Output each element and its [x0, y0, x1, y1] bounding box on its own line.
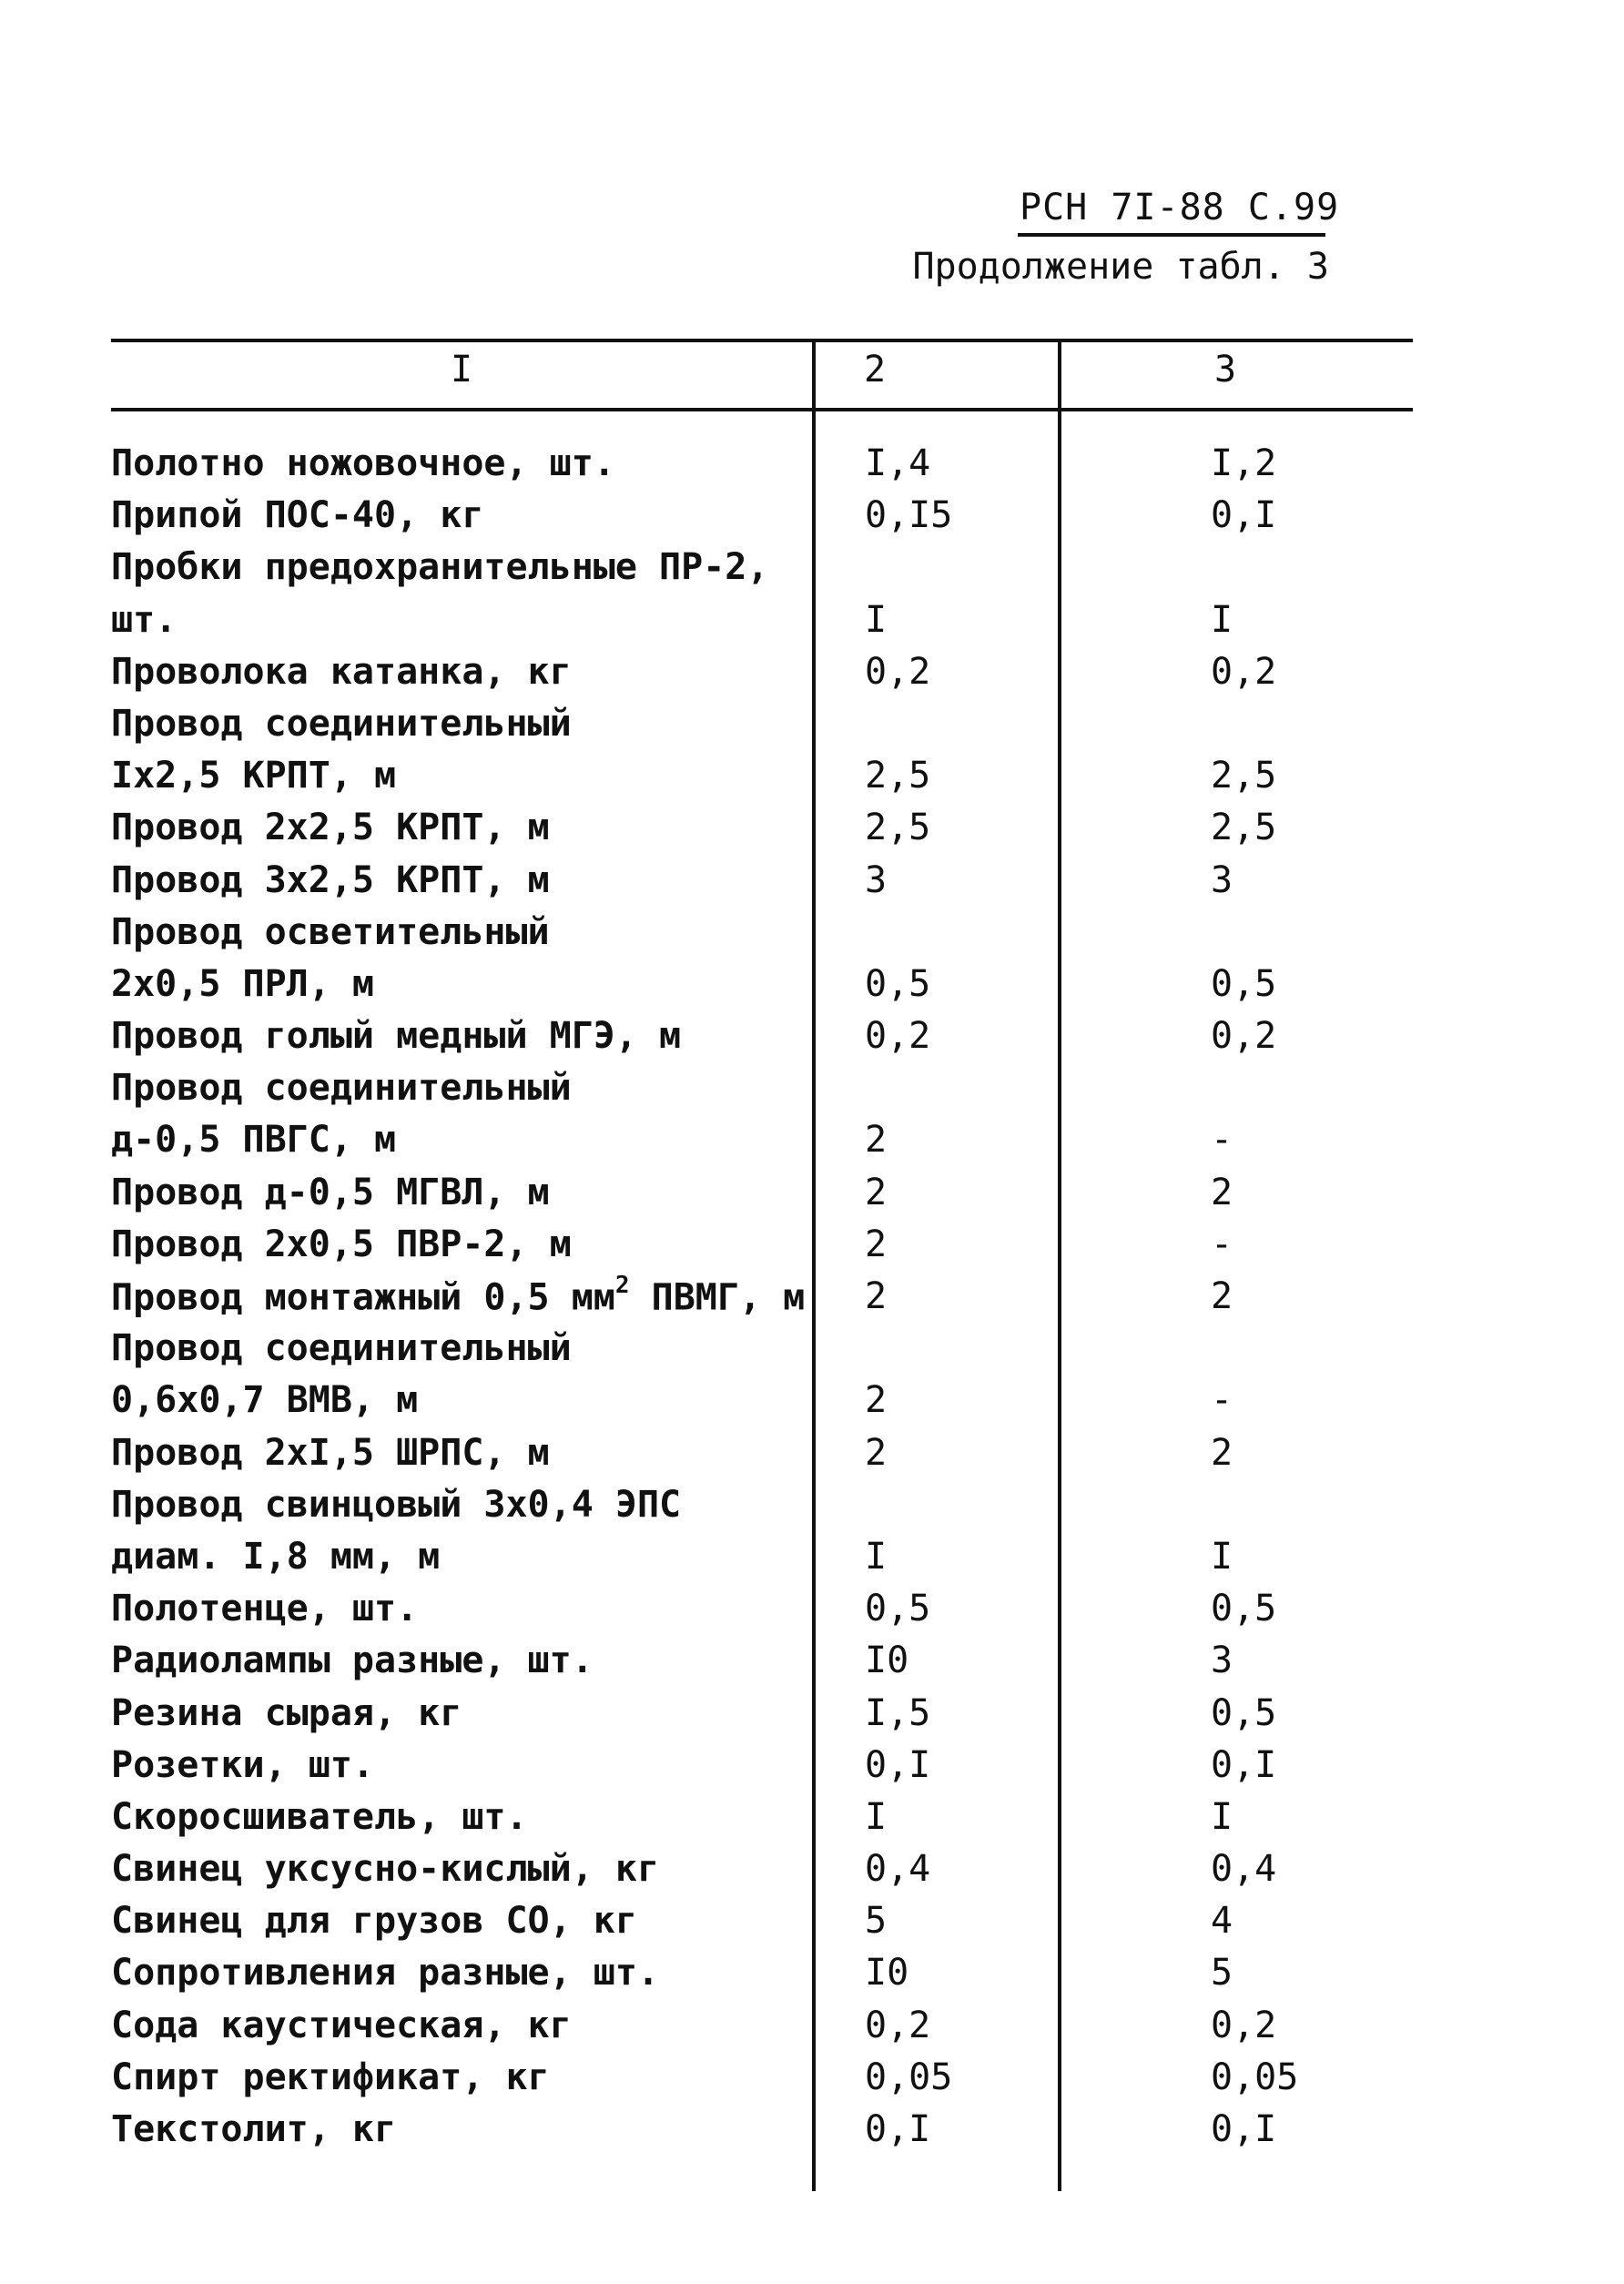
table-row — [0, 1634, 1624, 1686]
material-name: 2х0,5 ПРЛ, м — [111, 962, 374, 1005]
material-name: Iх2,5 КРПТ, м — [111, 755, 397, 797]
value-column-2: 0,2 — [865, 650, 931, 693]
value-column-3: 4 — [1211, 1900, 1233, 1943]
value-column-2: I,4 — [865, 442, 931, 484]
table-row — [0, 749, 1624, 801]
value-column-3: 2 — [1211, 1431, 1233, 1474]
table-body — [0, 437, 1624, 2155]
value-column-3: 2,5 — [1211, 807, 1277, 849]
value-column-2: 0,2 — [865, 1015, 931, 1058]
value-column-2: 0,2 — [865, 2004, 931, 2046]
value-column-3: - — [1211, 1379, 1233, 1422]
material-name: Спирт ректификат, кг — [111, 2056, 550, 2098]
material-name: д-0,5 ПВГС, м — [111, 1119, 397, 1162]
material-name-part: Провод монтажный 0,5 мм — [111, 1276, 615, 1319]
value-column-2: 0,05 — [865, 2056, 953, 2098]
value-column-2: 5 — [865, 1900, 888, 1943]
value-column-2: 0,I5 — [865, 494, 953, 537]
value-column-2: 2 — [865, 1171, 888, 1213]
value-column-2: 0,5 — [865, 1588, 931, 1630]
table-row — [0, 1582, 1624, 1634]
value-column-3: 0,4 — [1211, 1848, 1277, 1891]
value-column-2: 0,I — [865, 1743, 931, 1786]
table-top-rule — [111, 339, 1413, 342]
value-column-2: 0,5 — [865, 962, 931, 1005]
table-row — [0, 541, 1624, 593]
value-column-2: I — [865, 598, 888, 641]
material-name: Сопротивления разные, шт. — [111, 1952, 660, 1995]
material-name: Розетки, шт. — [111, 1743, 374, 1786]
document-code: РСН 7I-88 С.99 — [1020, 187, 1340, 228]
material-name: Провод соединительный — [111, 702, 572, 745]
value-column-3: 0,5 — [1211, 1691, 1277, 1734]
table-row — [0, 1894, 1624, 1946]
material-name: Радиолампы разные, шт. — [111, 1639, 594, 1682]
table-row — [0, 1270, 1624, 1322]
material-name: Провод свинцовый 3х0,4 ЭПС — [111, 1483, 682, 1526]
value-column-3: 0,5 — [1211, 1588, 1277, 1630]
table-row — [0, 1010, 1624, 1061]
column-header-3: 3 — [1213, 349, 1237, 391]
value-column-3: 2 — [1211, 1275, 1233, 1317]
material-name: 0,6х0,7 ВМВ, м — [111, 1379, 419, 1422]
value-column-2: I — [865, 1795, 888, 1838]
value-column-2: 2 — [865, 1379, 888, 1422]
table-continuation-label: Продолжение табл. 3 — [912, 246, 1329, 288]
table-row — [0, 1478, 1624, 1530]
material-name: Провод соединительный — [111, 1327, 572, 1370]
value-column-3: 0,5 — [1211, 962, 1277, 1005]
table-row — [0, 801, 1624, 853]
table-row — [0, 958, 1624, 1010]
table-row — [0, 489, 1624, 541]
table-row — [0, 1946, 1624, 1998]
table-row — [0, 1842, 1624, 1894]
value-column-2: I0 — [865, 1639, 909, 1682]
material-name: диам. I,8 мм, м — [111, 1535, 441, 1578]
material-name: Провод 3х2,5 КРПТ, м — [111, 858, 550, 901]
table-row — [0, 854, 1624, 906]
table-row — [0, 594, 1624, 645]
value-column-2: 0,4 — [865, 1848, 931, 1891]
material-name — [111, 1272, 806, 1319]
material-name: Свинец для грузов СО, кг — [111, 1900, 637, 1943]
value-column-3: 2,5 — [1211, 755, 1277, 797]
material-name: Проволока катанка, кг — [111, 650, 572, 693]
value-column-2: 2 — [865, 1119, 888, 1162]
value-column-3: - — [1211, 1119, 1233, 1162]
table-row — [0, 645, 1624, 697]
material-name: Провод 2х2,5 КРПТ, м — [111, 807, 550, 849]
table-row — [0, 2103, 1624, 2155]
material-name: Скоросшиватель, шт. — [111, 1795, 528, 1838]
table-row — [0, 1999, 1624, 2051]
table-row — [0, 1530, 1624, 1582]
column-header-2: 2 — [863, 349, 887, 391]
material-name: Припой ПОС-40, кг — [111, 494, 484, 537]
value-column-3: 0,2 — [1211, 1015, 1277, 1058]
material-name: Текстолит, кг — [111, 2108, 397, 2150]
value-column-2: 3 — [865, 858, 888, 901]
value-column-3: 0,I — [1211, 2108, 1277, 2150]
material-name: Провод осветительный — [111, 910, 550, 953]
table-row — [0, 2051, 1624, 2103]
table-row — [0, 1791, 1624, 1842]
material-name: Сода каустическая, кг — [111, 2004, 572, 2046]
value-column-3: I — [1211, 1795, 1233, 1838]
value-column-3: 0,I — [1211, 1743, 1277, 1786]
value-column-2: 2 — [865, 1223, 888, 1265]
value-column-3: 0,I — [1211, 494, 1277, 537]
material-name: Провод 2х0,5 ПВР-2, м — [111, 1223, 572, 1265]
value-column-2: I,5 — [865, 1691, 931, 1734]
column-header-1: I — [450, 349, 473, 391]
value-column-3: I — [1211, 1535, 1233, 1578]
table-row — [0, 1113, 1624, 1165]
value-column-3: - — [1211, 1223, 1233, 1265]
table-row — [0, 1322, 1624, 1374]
value-column-2: 2,5 — [865, 807, 931, 849]
value-column-3: 0,2 — [1211, 2004, 1277, 2046]
material-name: Полотно ножовочное, шт. — [111, 442, 615, 484]
value-column-3: I — [1211, 598, 1233, 641]
value-column-2: 2 — [865, 1431, 888, 1474]
value-column-2: I0 — [865, 1952, 909, 1995]
material-name: Провод д-0,5 МГВЛ, м — [111, 1171, 550, 1213]
value-column-3: 0,05 — [1211, 2056, 1299, 2098]
table-row — [0, 1687, 1624, 1739]
material-name: шт. — [111, 598, 178, 641]
table-row — [0, 906, 1624, 958]
value-column-3: 0,2 — [1211, 650, 1277, 693]
table-row — [0, 1426, 1624, 1478]
value-column-3: 3 — [1211, 858, 1233, 901]
table-header-rule — [111, 408, 1413, 411]
value-column-3: 2 — [1211, 1171, 1233, 1213]
table-row — [0, 437, 1624, 489]
table-row — [0, 697, 1624, 749]
material-name-part: ПВМГ, м — [629, 1276, 806, 1319]
material-name: Провод голый медный МГЭ, м — [111, 1015, 682, 1058]
table-row — [0, 1061, 1624, 1113]
unit-superscript: 2 — [614, 1272, 630, 1299]
material-name: Полотенце, шт. — [111, 1588, 419, 1630]
value-column-2: I — [865, 1535, 888, 1578]
table-row — [0, 1166, 1624, 1218]
material-name: Провод соединительный — [111, 1067, 572, 1110]
value-column-3: I,2 — [1211, 442, 1277, 484]
material-name: Резина сырая, кг — [111, 1691, 462, 1734]
value-column-2: 0,I — [865, 2108, 931, 2150]
table-row — [0, 1218, 1624, 1270]
material-name: Провод 2хI,5 ШРПС, м — [111, 1431, 550, 1474]
table-row — [0, 1739, 1624, 1791]
material-name: Свинец уксусно-кислый, кг — [111, 1848, 660, 1891]
value-column-3: 3 — [1211, 1639, 1233, 1682]
document-code-underline — [1018, 233, 1325, 237]
value-column-2: 2 — [865, 1275, 888, 1317]
value-column-3: 5 — [1211, 1952, 1233, 1995]
table-row — [0, 1374, 1624, 1426]
material-name: Пробки предохранительные ПР-2, — [111, 546, 769, 589]
value-column-2: 2,5 — [865, 755, 931, 797]
